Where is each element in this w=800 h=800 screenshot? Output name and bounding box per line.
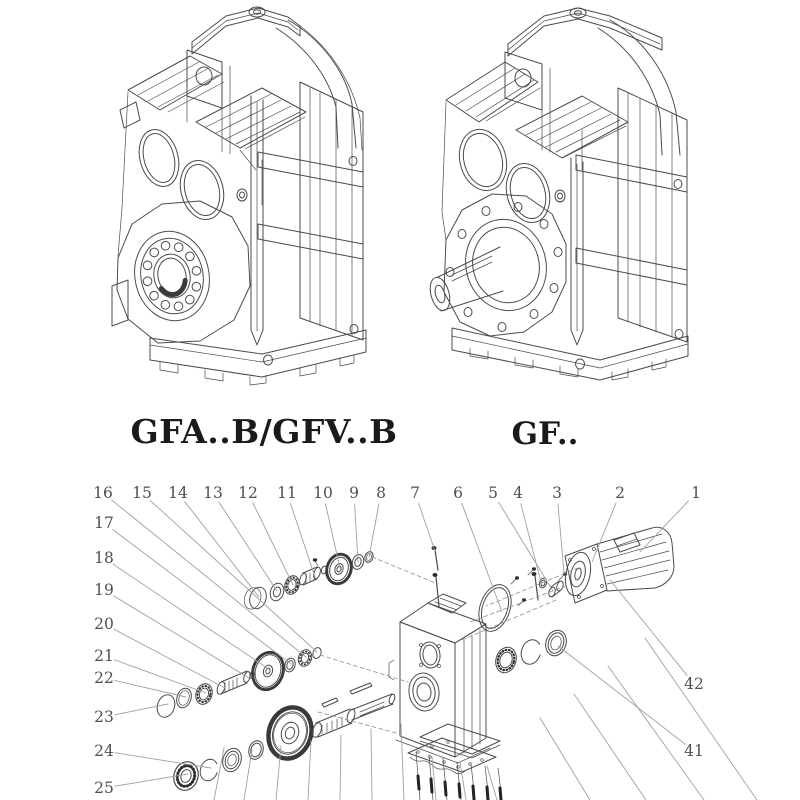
mid-face-edges [442, 102, 582, 240]
cut-leader-line-6 [401, 724, 404, 800]
leader-line-5 [499, 502, 553, 591]
leader-line-11 [290, 503, 315, 577]
cut-leader-line-11 [574, 694, 646, 800]
part-circlip-output [198, 757, 221, 783]
part-bearing-intermediate-2 [193, 682, 215, 707]
callout-number-13: 13 [203, 484, 223, 502]
part-motor-washer [538, 577, 548, 589]
output-bore-bearing [126, 224, 217, 327]
side-slab [576, 88, 687, 342]
part-pinion-shaft-2 [216, 671, 255, 695]
exploded-view [93, 484, 757, 800]
leader-line-7 [419, 503, 435, 551]
cut-leader-line-10 [540, 718, 590, 800]
part-motor-pinion [548, 580, 565, 597]
callout-number-21: 21 [94, 647, 114, 665]
cooling-fins-main [516, 96, 628, 158]
caption-right-model: GF.. [511, 416, 579, 452]
cut-leader-line-0 [214, 748, 224, 800]
part-gear-intermediate [248, 648, 288, 693]
pointed-strap [571, 158, 583, 345]
part-gasket-plate-1 [420, 724, 500, 758]
leader-line-16 [112, 500, 306, 657]
cut-leader-line-4 [340, 735, 341, 800]
callout-number-6: 6 [453, 484, 463, 502]
leader-line-22 [115, 680, 186, 697]
leader-line-18 [113, 564, 270, 670]
callout-number-4: 4 [513, 484, 523, 502]
callout-number-24: 24 [94, 742, 114, 760]
leader-line-14 [185, 502, 259, 597]
leader-lines [112, 500, 757, 800]
output-shaft [427, 247, 503, 313]
part-key-2 [350, 683, 372, 694]
callout-number-1: 1 [691, 484, 701, 502]
callout-number-17: 17 [94, 514, 114, 532]
part-bearing-out [492, 645, 519, 676]
callout-number-42: 42 [684, 675, 704, 693]
leader-line-1 [640, 501, 688, 552]
callout-number-16: 16 [93, 484, 113, 502]
leader-line-13 [219, 502, 277, 591]
leader-line-41 [558, 646, 685, 744]
leader-line-42 [610, 580, 687, 675]
front-octagon-face [112, 201, 250, 343]
callout-number-5: 5 [488, 484, 498, 502]
part-set-screw [313, 558, 318, 566]
part-spacer-output [246, 739, 265, 761]
leader-line-9 [355, 504, 358, 562]
part-motor [562, 527, 674, 603]
callout-number-8: 8 [376, 484, 386, 502]
gearbox-right-drawing [427, 8, 688, 380]
callout-number-19: 19 [94, 581, 114, 599]
leader-line-6 [462, 503, 502, 612]
top-bar [192, 8, 300, 54]
caption-left-model: GFA..B/GFV..B [130, 412, 398, 451]
cut-leader-line-3 [308, 741, 311, 800]
part-input-pinion-shaft [298, 565, 327, 585]
part-bearing-input [282, 574, 301, 596]
leader-line-3 [558, 504, 564, 573]
callout-number-11: 11 [277, 484, 297, 502]
part-key-1 [322, 698, 338, 707]
callout-number-18: 18 [94, 549, 114, 567]
pointed-strap [251, 96, 263, 345]
callout-number-23: 23 [94, 708, 114, 726]
base-rail [150, 330, 366, 385]
part-gear-output-big [262, 702, 318, 764]
part-housing [389, 594, 490, 763]
callout-number-22: 22 [94, 669, 114, 687]
part-oil-seal-input [268, 581, 286, 602]
callout-number-20: 20 [94, 615, 114, 633]
cut-leader-line-5 [371, 729, 372, 800]
callout-number-9: 9 [349, 484, 359, 502]
leader-line-20 [114, 629, 225, 688]
leader-line-12 [253, 503, 293, 585]
base-rail [452, 328, 688, 380]
callout-number-12: 12 [238, 484, 258, 502]
callout-number-25: 25 [94, 779, 114, 797]
part-gear-input [323, 551, 355, 587]
top-bar [508, 8, 662, 56]
leader-line-21 [114, 660, 206, 693]
leader-line-24 [115, 753, 211, 768]
callout-number-41: 41 [684, 742, 704, 760]
callout-number-14: 14 [168, 484, 188, 502]
part-output-shaft [311, 693, 396, 738]
part-ring-intermediate-2 [174, 686, 193, 709]
part-cover-studs [432, 546, 539, 606]
gearbox-left-drawing [112, 7, 366, 385]
housing-arch [276, 20, 362, 150]
leader-line-17 [113, 530, 291, 664]
part-circlip-out [518, 637, 544, 667]
part-housing-bolts [416, 752, 502, 800]
leader-line-2 [592, 503, 616, 562]
callout-number-2: 2 [615, 484, 625, 502]
callout-number-10: 10 [313, 484, 333, 502]
callout-number-15: 15 [132, 484, 152, 502]
leader-line-19 [113, 596, 249, 678]
cut-leader-line-1 [244, 750, 252, 800]
part-seal-out [542, 628, 569, 659]
callout-number-7: 7 [410, 484, 420, 502]
callout-number-3: 3 [552, 484, 562, 502]
side-slab [258, 82, 363, 340]
cooling-fins-left [446, 62, 540, 122]
cut-leader-line-13 [645, 638, 757, 800]
leader-line-23 [115, 704, 168, 715]
leader-line-8 [369, 504, 379, 557]
